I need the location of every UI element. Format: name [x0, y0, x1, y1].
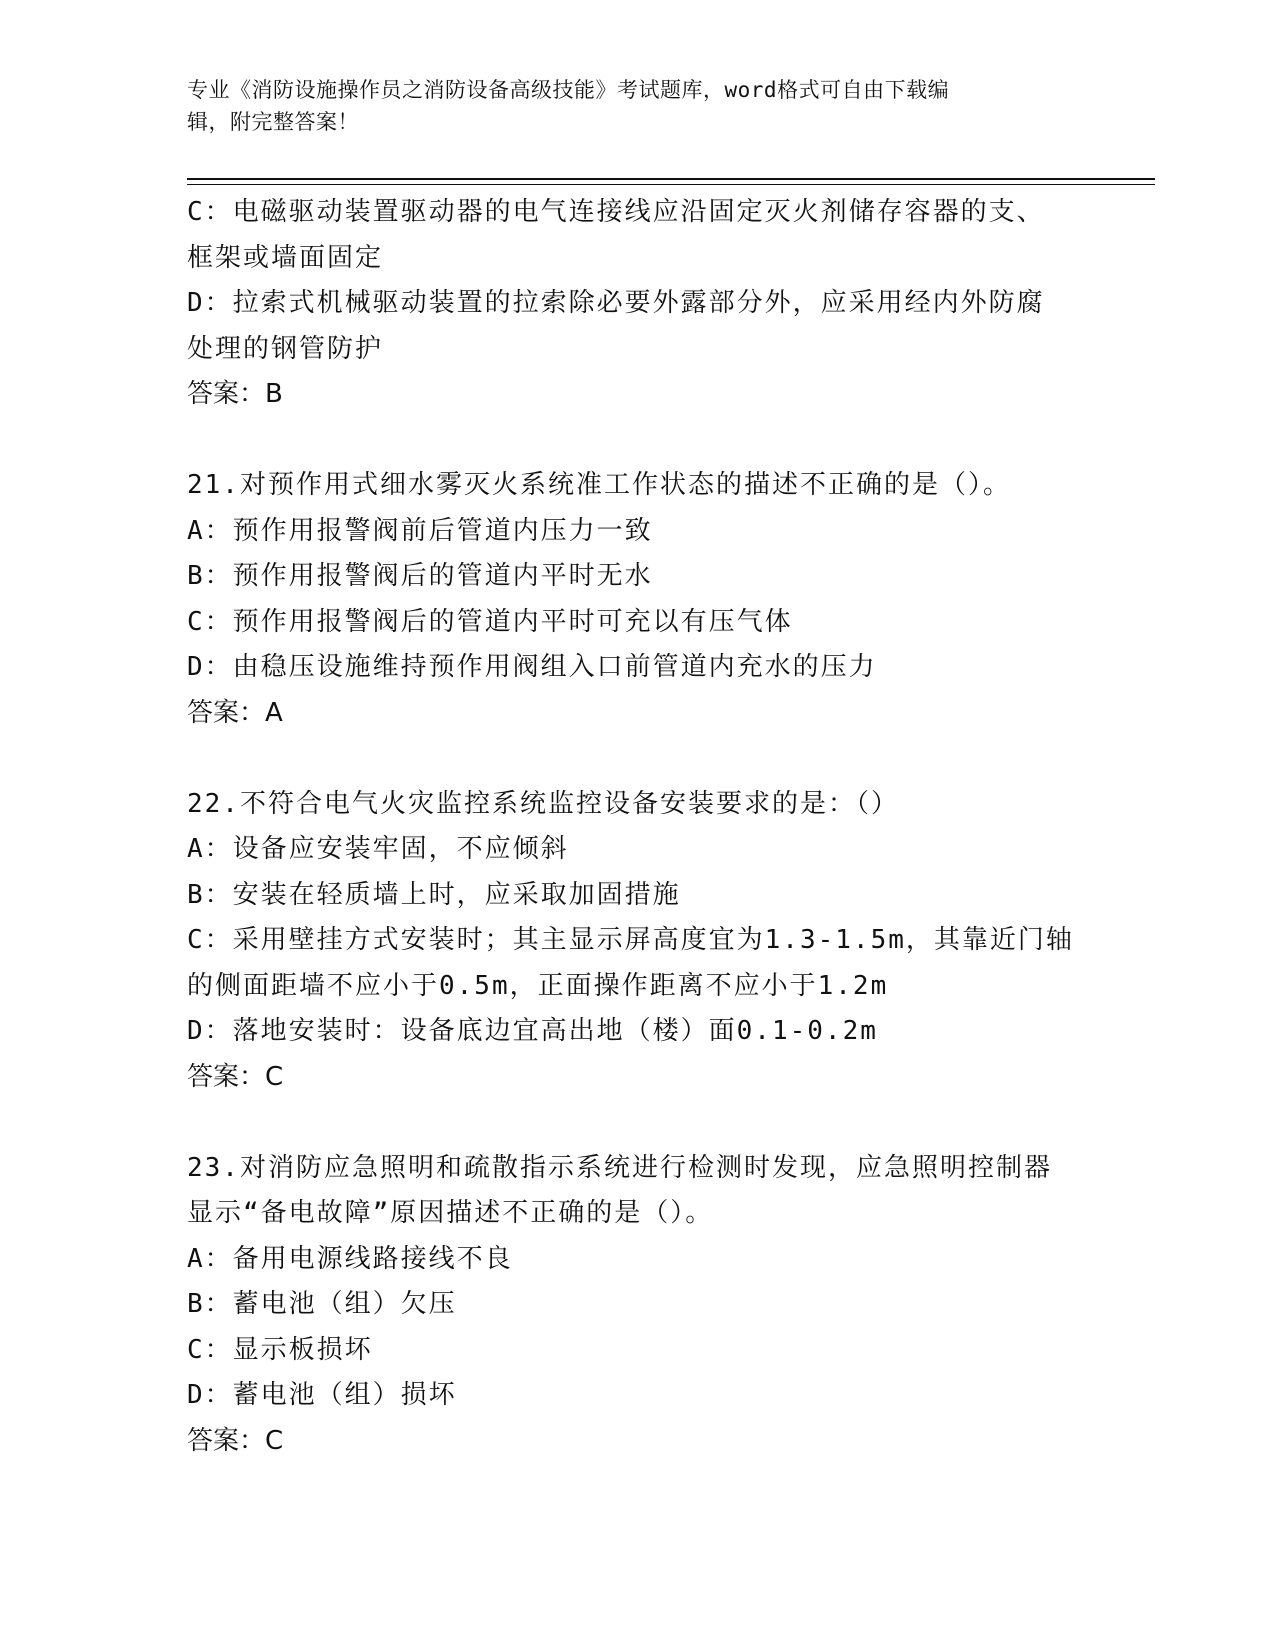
- option-c: C：显示板损坏: [187, 1334, 373, 1365]
- document-body: [187, 190, 1087, 1464]
- option-a: A：备用电源线路接线不良: [187, 1243, 513, 1274]
- question-stem: 23.对消防应急照明和疏散指示系统进行检测时发现，应急照明控制器: [187, 1152, 1052, 1183]
- option-line: D：拉索式机械驱动装置的拉索除必要外露部分外，应采用经内外防腐: [187, 288, 1045, 318]
- prev-question: [187, 190, 1087, 418]
- option-a: A：设备应安装牢固，不应倾斜: [187, 834, 569, 864]
- option-d: D：蓄电池（组）损坏: [187, 1380, 457, 1410]
- option-line: C：采用壁挂方式安装时；其主显示屏高度宜为1.3-1.5m，其靠近门轴: [187, 925, 1074, 955]
- spacer: [187, 736, 1087, 782]
- header-line-2: 辑，附完整答案！: [187, 110, 359, 134]
- document-header: [187, 74, 1087, 138]
- option-b: B：安装在轻质墙上时，应采取加固措施: [187, 879, 681, 910]
- option-line: 处理的钢管防护: [187, 333, 384, 364]
- question-stem: 22.不符合电气火灾监控系统监控设备安装要求的是：（）: [187, 788, 899, 819]
- answer-line: 答案：A: [187, 697, 283, 728]
- option-c: [187, 918, 1087, 1009]
- option-c: C：预作用报警阀后的管道内平时可充以有压气体: [187, 606, 793, 637]
- question-stem: 21.对预作用式细水雾灭火系统准工作状态的描述不正确的是（）。: [187, 470, 1011, 500]
- question-23: [187, 1146, 1087, 1465]
- question-21: [187, 463, 1087, 736]
- answer-line: 答案：B: [187, 379, 283, 409]
- option-line: 框架或墙面固定: [187, 242, 384, 273]
- header-rule-thin: [187, 184, 1155, 185]
- spacer: [187, 418, 1087, 464]
- option-d: D：由稳压设施维持预作用阀组入口前管道内充水的压力: [187, 652, 877, 682]
- option-d: D：落地安装时：设备底边宜高出地（楼）面0.1-0.2m: [187, 1016, 878, 1046]
- option-line: 的侧面距墙不应小于0.5m，正面操作距离不应小于1.2m: [187, 970, 889, 1001]
- answer-line: 答案：C: [187, 1061, 284, 1092]
- header-rule-thick: [187, 178, 1155, 180]
- option-line: C：电磁驱动装置驱动器的电气连接线应沿固定灭火剂储存容器的支、: [187, 197, 1045, 227]
- option-b: B：预作用报警阀后的管道内平时无水: [187, 561, 653, 591]
- option-d: [187, 281, 1087, 372]
- option-a: A：预作用报警阀前后管道内压力一致: [187, 515, 653, 546]
- option-b: B：蓄电池（组）欠压: [187, 1289, 457, 1319]
- question-22: [187, 782, 1087, 1101]
- header-line-1: 专业《消防设施操作员之消防设备高级技能》考试题库，word格式可自由下载编: [187, 78, 950, 102]
- option-c: [187, 190, 1087, 281]
- answer-line: 答案：C: [187, 1425, 284, 1456]
- question-stem: 显示“备电故障”原因描述不正确的是（）。: [187, 1198, 714, 1228]
- spacer: [187, 1100, 1087, 1146]
